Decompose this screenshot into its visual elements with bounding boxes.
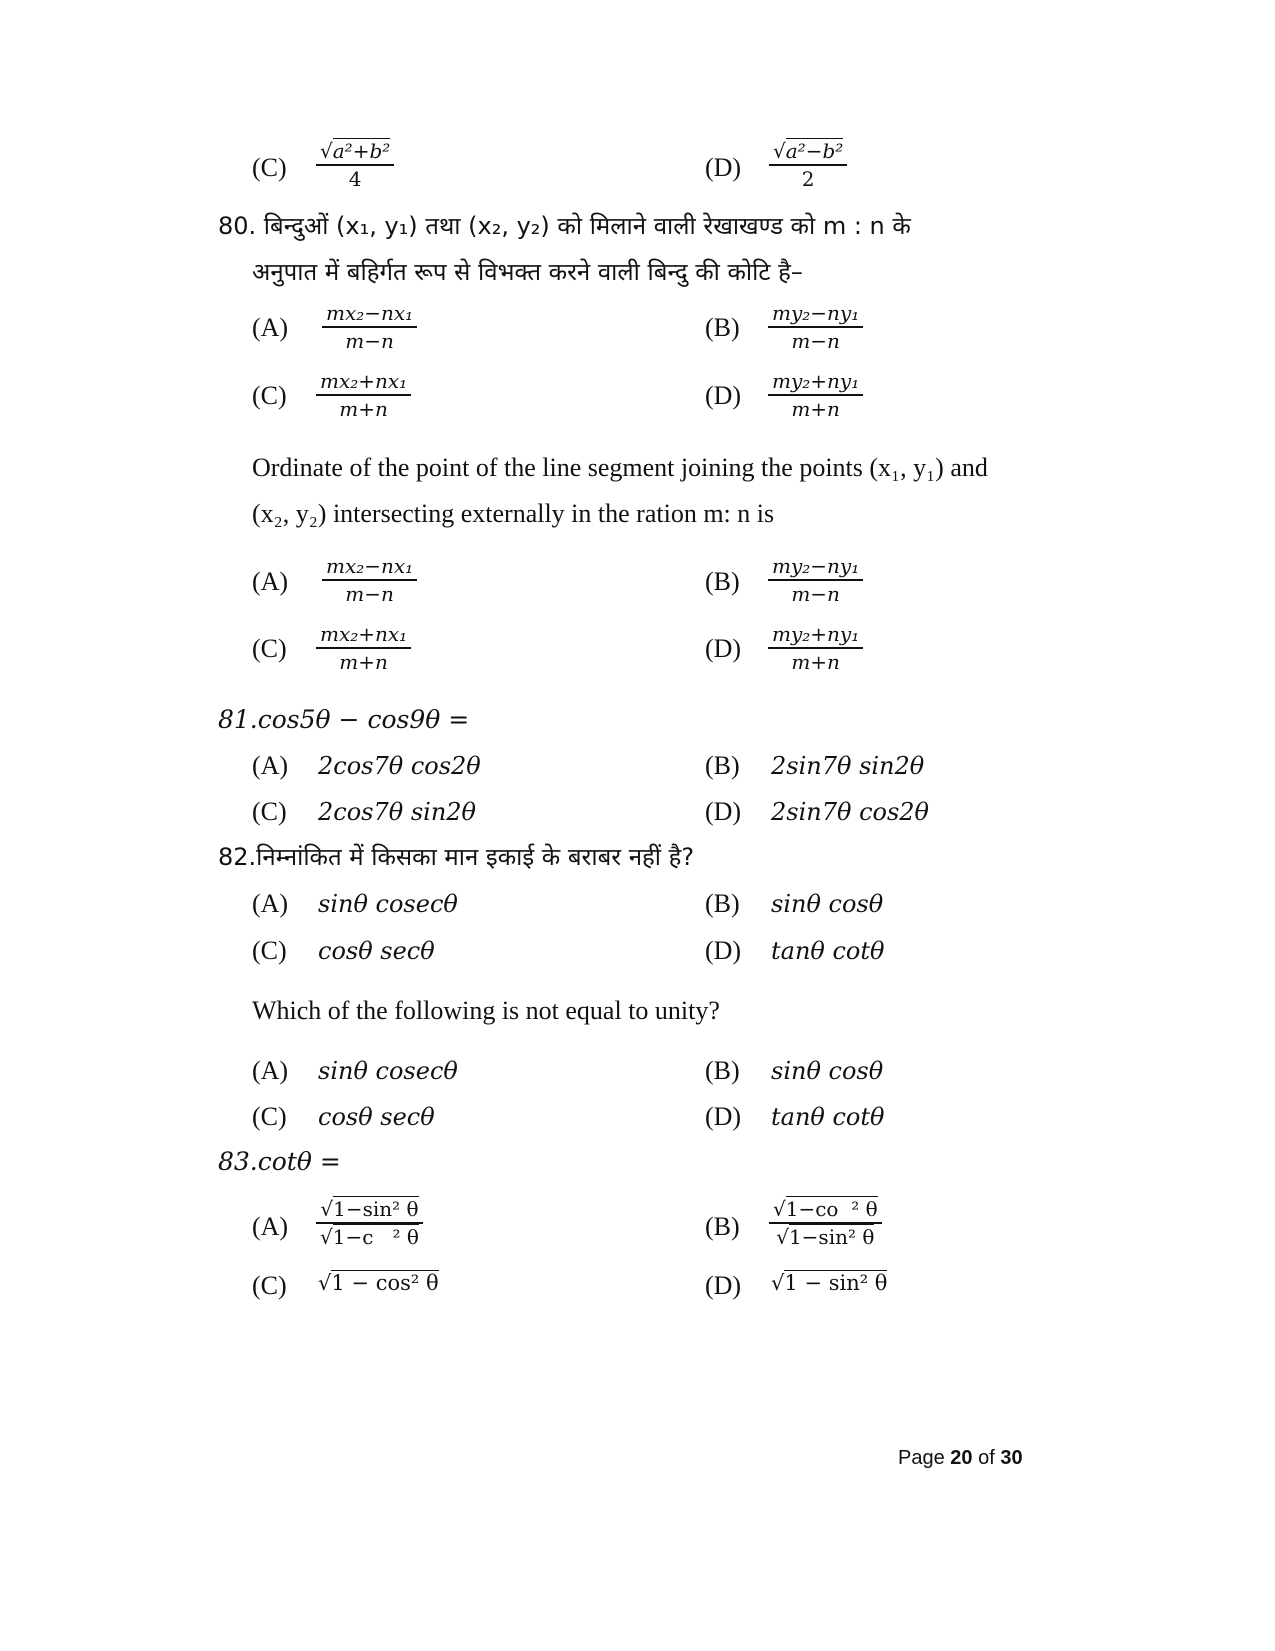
option-d-numerator: √a²−b²: [773, 139, 844, 163]
q80-en-opt-a-label: (A): [252, 567, 289, 596]
q82-en-opt-a-label: (A): [252, 1056, 289, 1085]
q82-opt-c-text: cosθ secθ: [318, 937, 435, 965]
q82-opt-c-label: (C): [252, 936, 287, 965]
numerator: my₂+ny₁: [772, 622, 860, 646]
q80-en-opt-b-label: (B): [705, 567, 740, 596]
q81-opt-d-text: 2sin7θ cos2θ: [771, 798, 929, 826]
q80-en-opt-d-label: (D): [705, 634, 742, 663]
q82-en-opt-a-text: sinθ cosecθ: [318, 1057, 458, 1085]
q82-en-opt-d-text: tanθ cotθ: [771, 1103, 885, 1131]
option-c-numerator: √a²+b²: [320, 139, 391, 163]
q83-opt-b-fraction: [769, 1196, 882, 1250]
option-c-denominator: 4: [348, 167, 362, 191]
denominator: √1−c ² θ: [320, 1225, 419, 1249]
numerator: mx₂−nx₁: [326, 554, 414, 578]
q82-opt-a-label: (A): [252, 889, 289, 918]
option-c-label: (C): [252, 153, 287, 182]
q81-opt-c-label: (C): [252, 797, 287, 826]
denominator: m−n: [791, 329, 840, 353]
denominator: m−n: [345, 329, 394, 353]
numerator: my₂−ny₁: [772, 301, 860, 325]
q83-opt-a-fraction: [316, 1196, 423, 1250]
q82-english-question: Which of the following is not equal to unity?: [252, 996, 720, 1025]
option-d-label: (D): [705, 153, 742, 182]
q80-opt-b-label: (B): [705, 313, 740, 342]
q80-english-line2: (x₂, y₂) intersecting externally in the ration m: n is: [252, 499, 775, 528]
q82-opt-b-text: sinθ cosθ: [771, 890, 884, 918]
option-d-denominator: 2: [801, 167, 815, 191]
q82-opt-d-text: tanθ cotθ: [771, 937, 885, 965]
q80-en-opt-d-fraction: [768, 621, 863, 675]
q83-opt-d-text: √1 − sin² θ: [771, 1271, 888, 1295]
denominator: m−n: [345, 582, 394, 606]
q80-hindi-line2: अनुपात में बहिर्गत रूप से विभक्त करने वाली बिन्दु की कोटि है–: [252, 258, 803, 286]
denominator: m+n: [339, 397, 388, 421]
option-d-fraction: [769, 138, 847, 192]
q83-opt-a-label: (A): [252, 1212, 289, 1241]
q82-hindi-question: 82.निम्नांकित में किसका मान इकाई के बराबर नहीं है?: [218, 843, 695, 871]
q81-opt-a-label: (A): [252, 751, 289, 780]
q81-opt-d-label: (D): [705, 797, 742, 826]
page-total: 30: [1000, 1447, 1023, 1469]
option-c-fraction: [316, 138, 394, 192]
page-word: Page: [898, 1447, 945, 1469]
denominator: m−n: [791, 582, 840, 606]
q80-opt-b-fraction: [768, 300, 863, 354]
q82-en-opt-b-label: (B): [705, 1056, 740, 1085]
numerator: my₂−ny₁: [772, 554, 860, 578]
denominator: m+n: [791, 397, 840, 421]
numerator: my₂+ny₁: [772, 369, 860, 393]
q80-hindi-line1: 80. बिन्दुओं (x₁, y₁) तथा (x₂, y₂) को मिलाने वाली रेखाखण्ड को m : n के: [218, 212, 911, 240]
q81-opt-b-label: (B): [705, 751, 740, 780]
page-current: 20: [950, 1447, 973, 1469]
q80-opt-a-label: (A): [252, 313, 289, 342]
page-number: [898, 1447, 1023, 1470]
q83-opt-c-label: (C): [252, 1271, 287, 1300]
q83-opt-c-text: √1 − cos² θ: [318, 1271, 439, 1295]
q80-en-opt-c-fraction: [316, 621, 411, 675]
numerator: √1−co ² θ: [773, 1197, 878, 1221]
q80-english-line1: Ordinate of the point of the line segment joining the points (x₁, y₁) and: [252, 453, 988, 482]
q80-en-opt-c-label: (C): [252, 634, 287, 663]
denominator: m+n: [339, 650, 388, 674]
q80-opt-c-fraction: [316, 368, 411, 422]
numerator: mx₂−nx₁: [326, 301, 414, 325]
q83-opt-b-label: (B): [705, 1212, 740, 1241]
q82-en-opt-c-label: (C): [252, 1102, 287, 1131]
q80-opt-d-label: (D): [705, 381, 742, 410]
q80-en-opt-a-fraction: [322, 553, 417, 607]
q81-opt-a-text: 2cos7θ cos2θ: [318, 752, 481, 780]
q82-opt-b-label: (B): [705, 889, 740, 918]
q80-opt-a-fraction: [322, 300, 417, 354]
q82-opt-d-label: (D): [705, 936, 742, 965]
q81-opt-c-text: 2cos7θ sin2θ: [318, 798, 476, 826]
numerator: √1−sin² θ: [320, 1197, 419, 1221]
q81-question: 81.cos5θ − cos9θ =: [218, 705, 470, 734]
q81-opt-b-text: 2sin7θ sin2θ: [771, 752, 925, 780]
q80-opt-c-label: (C): [252, 381, 287, 410]
numerator: mx₂+nx₁: [320, 369, 408, 393]
q82-en-opt-c-text: cosθ secθ: [318, 1103, 435, 1131]
denominator: m+n: [791, 650, 840, 674]
q82-opt-a-text: sinθ cosecθ: [318, 890, 458, 918]
q82-en-opt-d-label: (D): [705, 1102, 742, 1131]
of-word: of: [978, 1447, 995, 1469]
q83-opt-d-label: (D): [705, 1271, 742, 1300]
denominator: √1−sin² θ: [776, 1225, 875, 1249]
q80-opt-d-fraction: [768, 368, 863, 422]
numerator: mx₂+nx₁: [320, 622, 408, 646]
q83-question: 83.cotθ =: [218, 1147, 341, 1176]
q82-en-opt-b-text: sinθ cosθ: [771, 1057, 884, 1085]
q80-en-opt-b-fraction: [768, 553, 863, 607]
